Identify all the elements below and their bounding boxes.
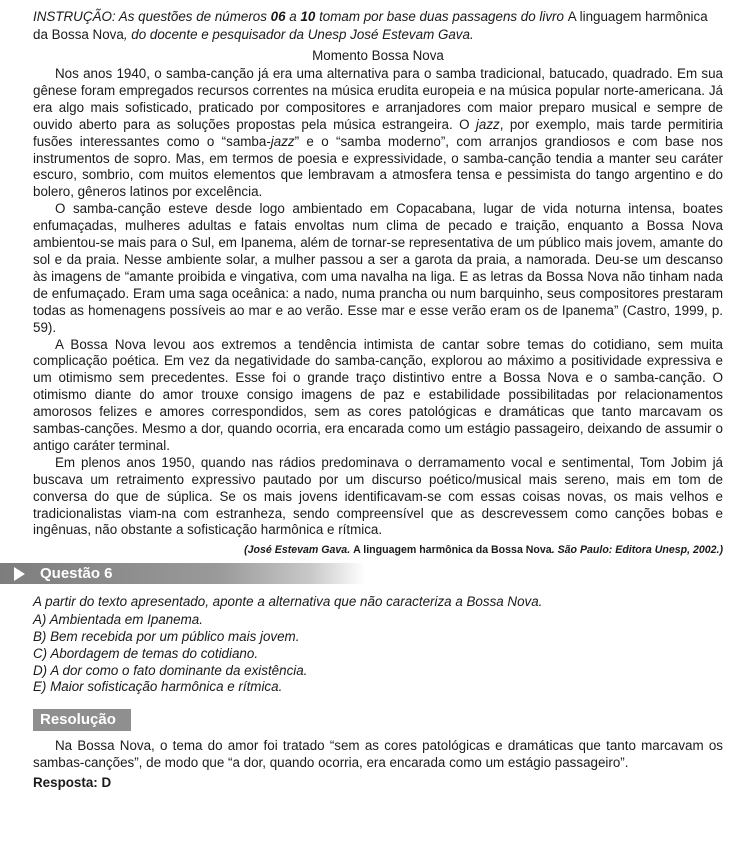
options-list [33,612,723,696]
question-header-bar [0,563,365,584]
question-prompt: A partir do texto apresentado, aponte a alternativa que não caracteriza a Bossa Nova. [33,594,543,609]
instruction-prefix: INSTRUÇÃO: As questões de números [33,9,271,24]
resolution-text: Na Bossa Nova, o tema do amor foi tratado “sem as cores patológicas e dramáticas que tanto marcavam os sambas-canções”, de modo que “a dor, quando ocorria, era encarada como um estágio passageiro”. [33,738,723,770]
paragraph-1 [33,66,723,201]
instruction [33,8,723,43]
instruction-suffix: , do docente e pesquisador da Unesp José Estevam Gava. [123,26,474,42]
resolution-title: Resolução [40,711,116,728]
paragraph-1-part2: , por exemplo, mais tarde permitiria fusões interessantes como o “samba- [33,116,723,149]
paragraph-1-jazz2: jazz [270,133,295,149]
source-citation [33,542,723,558]
source-rest: . São Paulo: Editora Unesp, 2002.) [551,544,723,557]
paragraph-1-part1: Nos anos 1940, o samba-canção já era uma alternativa para o samba tradicional, batucado, quadrado. Em sua gênese foram empregados recursos correntes na música erudita europeia e na música popular norte-americana. Já era algo mais sofisticado, praticado por compositores e arranjadores com maior preparo musical e sempre de ouvido aberto para as soluções propostas pela música estrangeira. O [33,66,723,132]
option-e: E) Maior sofisticação harmônica e rítmica. [33,679,283,695]
resolution-header-bar [33,709,131,731]
resolution-body [33,737,723,792]
source-author: (José Estevam Gava. [244,544,354,557]
instruction-after: tomam por base duas passagens do livro [315,9,568,24]
passage-section [33,8,723,558]
instruction-range-end: 10 [300,9,316,24]
question-body [33,593,723,696]
instruction-range-start: 06 [270,9,286,24]
instruction-book-title: A linguagem harmônica da Bossa Nova [33,9,708,42]
instruction-mid: a [285,9,301,24]
option-c: C) Abordagem de temas do cotidiano. [33,645,259,661]
paragraph-1-jazz: jazz [475,116,500,132]
paragraph-1-part3: ” e o “samba moderno”, com arranjos grandiosos e com base nos instrumentos de sopro. Mas, em termos de poesia e expressividade, o samba-canção tendia a manter seu caráter escuro, sombrio, com muitos elementos que lembravam a atmosfera tensa e pessimista do tango argentino e do bolero, gêneros latinos por excelência. [33,133,723,200]
question-title: Questão 6 [40,565,113,582]
option-d: D) A dor como o fato dominante da existência. [33,662,308,678]
answer: Resposta: D [33,775,112,790]
text-title: Momento Bossa Nova [312,48,444,63]
paragraph-4: Em plenos anos 1950, quando nas rádios predominava o derramamento vocal e sentimental, Tom Jobim já buscava um retraimento expressivo pautado por um discurso poético/musical mais sereno, mais em tom de conversa do que de súplica. Se os mais jovens identificavam-se com essas coisas novas, os mais velhos e tradicionalistas viam-na com estranheza, sendo compreensível que as descrevessem como canções bobas e ingênuas, não obstante a sofisticação harmônica e rítmica. [33,454,723,538]
option-b: B) Bem recebida por um público mais jovem. [33,629,300,644]
play-arrow-icon [14,567,25,581]
paragraph-2: O samba-canção esteve desde logo ambientado em Copacabana, lugar de vida noturna intensa, boates enfumaçadas, mulheres adultas e fatais envoltas num clima de pecado e traição, enquanto a Bossa Nova ambientou-se mais para o Sul, em Ipanema, além de tornar-se representativa de um público mais jovem, amante do sol e da praia. Nesse ambiente solar, a mulher passou a ser a garota da praia, a namorada. Deu-se um descanso às imagens de “amante proibida e vingativa, com uma navalha na liga. E as letras da Bossa Nova não tinham nada de enfumaçado. Eram uma saga oceânica: a nado, numa prancha ou num barquinho, seus compositores prestaram todas as homenagens possíveis ao mar e ao verão. Esse mar e esse verão eram os de Ipanema” (Castro, 1999, p. 59). [33,201,723,335]
source-book: A linguagem harmônica da Bossa Nova [353,544,552,557]
option-a: A) Ambientada em Ipanema. [33,612,203,628]
paragraph-3: A Bossa Nova levou aos extremos a tendência intimista de cantar sobre temas do cotidiano, sem muita complicação poética. Em vez da negatividade do samba-canção, explorou ao máximo a positividade expressiva e um otimismo sem precedentes. Esse foi o grande traço distintivo entre a Bossa Nova e o samba-canção. O otimismo diante do amor trouxe consigo imagens de paz e estabilidade possibilitadas por relacionamentos amorosos felizes e amores correspondidos, sem as cores patológicas e dramáticas que tanto marcavam os sambas-canções. Mesmo a dor, quando ocorria, era encarada como um estágio passageiro, deixando de assumir o antigo caráter terminal. [33,336,723,453]
